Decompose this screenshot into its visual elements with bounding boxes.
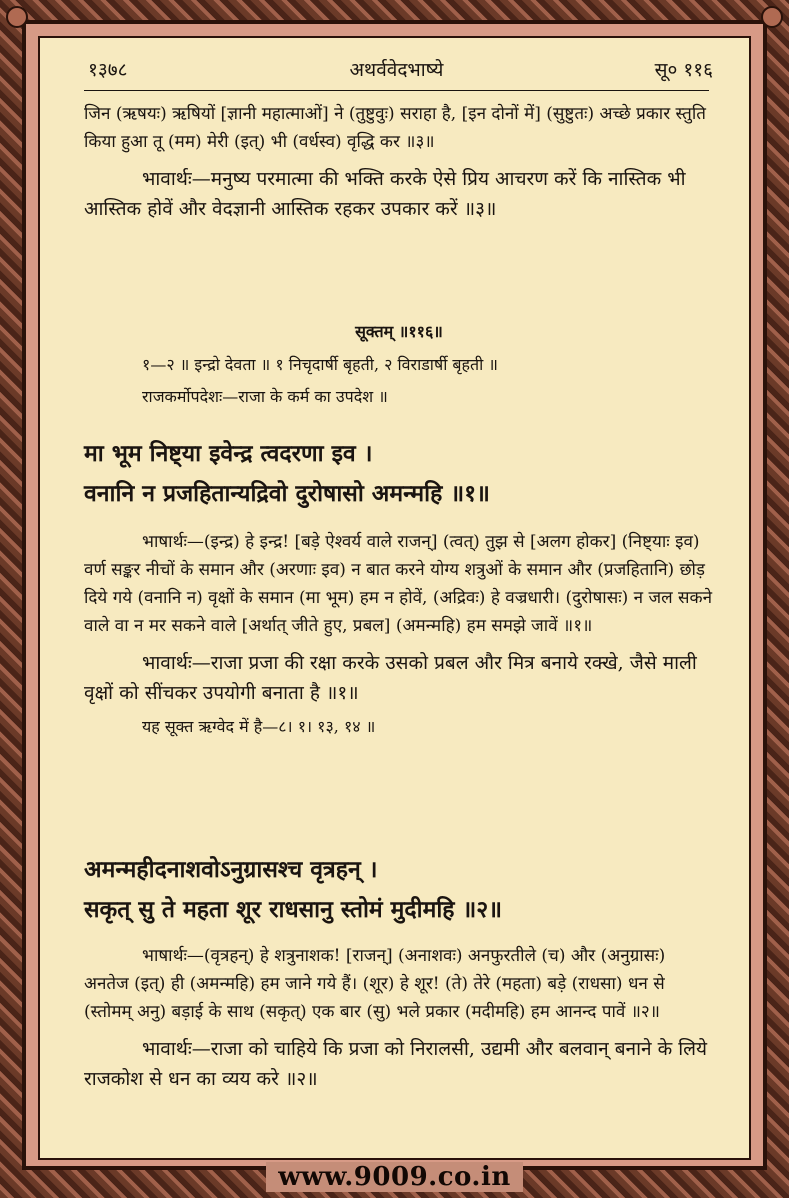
sukta-heading xyxy=(84,318,714,410)
mantra-2 xyxy=(84,850,714,1094)
mantra-line: अमन्महीदनाशवोऽनुग्रासश्च वृत्रहन् । xyxy=(84,856,378,883)
bhavarth-paragraph: भावार्थः—राजा प्रजा की रक्षा करके उसको प्रबल और मित्र बनाये रक्खे, जैसे माली वृक्षों को सींचकर उपयोगी बनाता है ॥१॥ xyxy=(84,652,697,704)
page-number: १३७८ xyxy=(88,59,128,81)
devata-line: १—२ ॥ इन्द्रो देवता ॥ १ निचृदार्षी बृहती, २ विराडार्षी बृहती ॥ xyxy=(142,355,498,374)
corner-ornament xyxy=(761,6,783,28)
bhashartha-paragraph: भाषार्थः—(इन्द्र) हे इन्द्र! [बड़े ऐश्वर्य वाले राजन्] (त्वत्) तुझ से [अलग होकर] (निष्ट्याः इव) वर्ण सङ्कर नीचों के समान और (अरणाः इव) न बात करने योग्य शत्रुओं के समान और (प्रजहितानि) छोड़ दिये गये (वनानि न) वृक्षों के समान (मा भूम) हम न होवें, (अद्रिवः) हे वज्रधारी। (दुरोषासः) न जल सकने वाले वा न मर सकने वाले [अर्थात् जीते हुए, प्रबल] (अमन्महि) हम समझे जावें ॥१॥ xyxy=(84,532,713,636)
section-1 xyxy=(84,100,714,224)
upadesh-line: राजकर्मोपदेशः—राजा के कर्म का उपदेश ॥ xyxy=(142,387,388,406)
mantra-line: सकृत् सु ते महता शूर राधसानु स्तोमं मुदीमहि ॥२॥ xyxy=(84,896,503,923)
corner-ornament xyxy=(6,6,28,28)
bhavarth-paragraph: भावार्थः—मनुष्य परमात्मा की भक्ति करके ऐसे प्रिय आचरण करें कि नास्तिक भी आस्तिक होवें और वेदज्ञानी आस्तिक रहकर उपकार करें ॥३॥ xyxy=(84,168,686,220)
website-url: www.9009.co.in xyxy=(266,1162,523,1192)
header-rule xyxy=(84,90,709,91)
bhavarth-paragraph: भावार्थः—राजा को चाहिये कि प्रजा को निरालसी, उद्यमी और बलवान् बनाने के लिये राजकोश से धन का व्यय करे ॥२॥ xyxy=(84,1038,708,1090)
mantra-1 xyxy=(84,434,714,740)
rigveda-reference: यह सूक्त ऋग्वेद में है—८। १। १३, १४ ॥ xyxy=(142,717,376,736)
page-header xyxy=(40,56,753,84)
book-title: अथर्ववेदभाष्ये xyxy=(349,59,444,81)
website-footer xyxy=(0,1162,789,1198)
mantra-line: वनानि न प्रजहितान्यद्रिवो दुरोषासो अमन्महि ॥१॥ xyxy=(84,480,490,507)
sukta-reference: सू० ११६ xyxy=(654,59,713,81)
bhashartha-paragraph: भाषार्थः—(वृत्रहन्) हे शत्रुनाशक! [राजन्] (अनाशवः) अनफुरतीले (च) और (अनुग्रासः) अनतेज (इत्) ही (अमन्महि) हम जाने गये हैं। (शूर) हे शूर! (ते) तेरे (महता) बड़े (राधसा) धन से (स्तोमम् अनु) बड़ाई के साथ (सकृत्) एक बार (सु) भले प्रकार (मदीमहि) हम आनन्द पावें ॥२॥ xyxy=(84,946,666,1022)
book-page xyxy=(38,36,751,1160)
mantra-line: मा भूम निष्ट्या इवेन्द्र त्वदरणा इव । xyxy=(84,440,373,467)
meaning-paragraph: जिन (ऋषयः) ऋषियों [ज्ञानी महात्माओं] ने (तुष्टुवुः) सराहा है, [इन दोनों में] (सुष्टुतः) अच्छे प्रकार स्तुति किया हुआ तू (मम) मेरी (इत्) भी (वर्धस्व) वृद्धि कर ॥३॥ xyxy=(84,104,706,152)
sukta-title: सूक्तम् ॥११६॥ xyxy=(355,322,443,341)
